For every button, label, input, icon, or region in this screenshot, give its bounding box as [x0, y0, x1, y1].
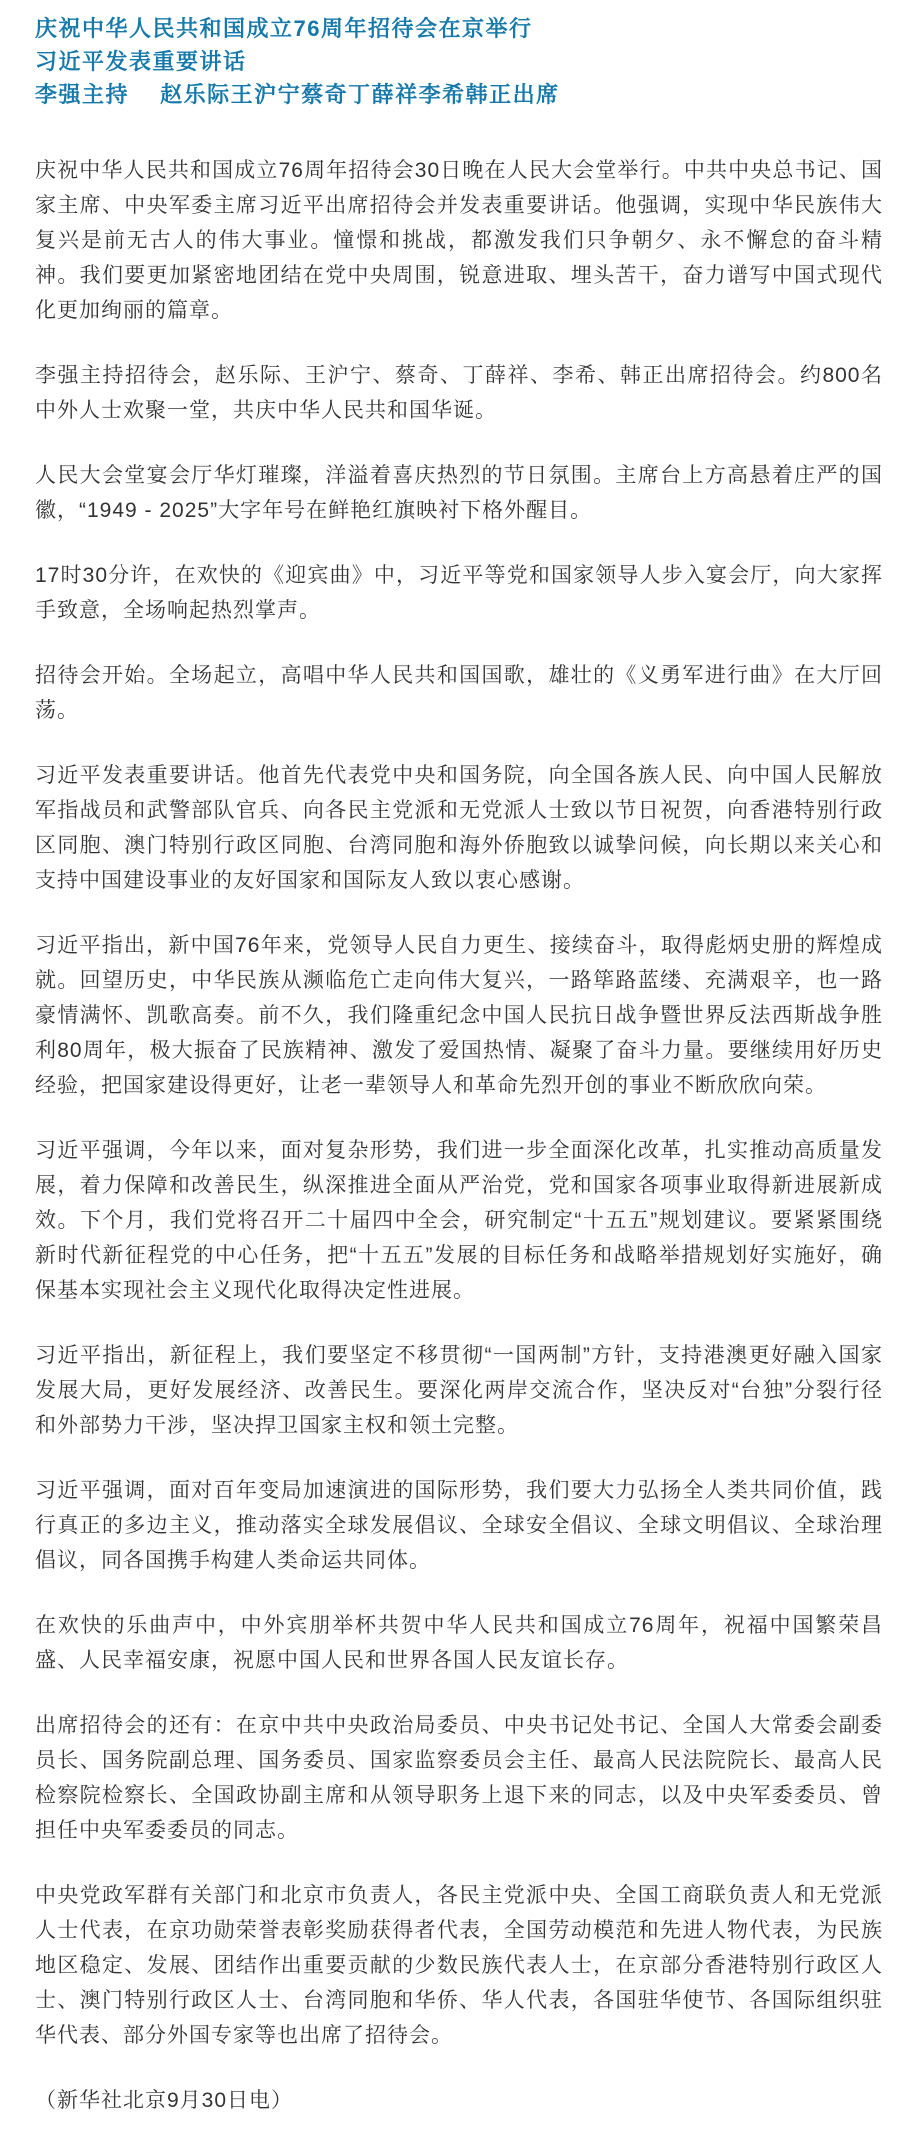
article-paragraph: 习近平指出，新征程上，我们要坚定不移贯彻“一国两制”方针，支持港澳更好融入国家发展大局，更好发展经济、改善民生。要深化两岸交流合作，坚决反对“台独”分裂行径和外部势力干涉，坚决捍卫国家主权和领土完整。 — [35, 1344, 883, 1437]
title-line-3: 李强主持 赵乐际王沪宁蔡奇丁薛祥李希韩正出席 — [35, 82, 560, 107]
article-paragraph: 出席招待会的还有：在京中共中央政治局委员、中央书记处书记、全国人大常委会副委员长、国务院副总理、国务委员、国家监察委员会主任、最高人民法院院长、最高人民检察院检察长、全国政协副主席和从领导职务上退下来的同志，以及中央军委委员、曾担任中央军委委员的同志。 — [35, 1714, 883, 1842]
article-paragraph: 中央党政军群有关部门和北京市负责人，各民主党派中央、全国工商联负责人和无党派人士代表，在京功勋荣誉表彰奖励获得者代表，全国劳动模范和先进人物代表，为民族地区稳定、发展、团结作出重要贡献的少数民族代表人士，在京部分香港特别行政区人士、澳门特别行政区人士、台湾同胞和华侨、华人代表，各国驻华使节、各国际组织驻华代表、部分外国专家等也出席了招待会。 — [35, 1884, 883, 2047]
article-header — [35, 12, 883, 111]
article-paragraph: 庆祝中华人民共和国成立76周年招待会30日晚在人民大会堂举行。中共中央总书记、国家主席、中央军委主席习近平出席招待会并发表重要讲话。他强调，实现中华民族伟大复兴是前无古人的伟大事业。憧憬和挑战，都激发我们只争朝夕、永不懈怠的奋斗精神。我们要更加紧密地团结在党中央周围，锐意进取、埋头苦干，奋力谱写中国式现代化更加绚丽的篇章。 — [35, 159, 883, 322]
article-paragraph: 人民大会堂宴会厅华灯璀璨，洋溢着喜庆热烈的节日氛围。主席台上方高悬着庄严的国徽，“1949 - 2025”大字年号在鲜艳红旗映衬下格外醒目。 — [35, 464, 883, 522]
article-paragraph: 招待会开始。全场起立，高唱中华人民共和国国歌，雄壮的《义勇军进行曲》在大厅回荡。 — [35, 664, 883, 722]
article-paragraph: 习近平强调，面对百年变局加速演进的国际形势，我们要大力弘扬全人类共同价值，践行真正的多边主义，推动落实全球发展倡议、全球安全倡议、全球文明倡议、全球治理倡议，同各国携手构建人类命运共同体。 — [35, 1479, 883, 1572]
title-line-1: 庆祝中华人民共和国成立76周年招待会在京举行 — [35, 16, 533, 41]
article-paragraph: 在欢快的乐曲声中，中外宾朋举杯共贺中华人民共和国成立76周年，祝福中国繁荣昌盛、人民幸福安康，祝愿中国人民和世界各国人民友谊长存。 — [35, 1614, 883, 1672]
article-body — [35, 153, 883, 2118]
article-paragraph: 李强主持招待会，赵乐际、王沪宁、蔡奇、丁薛祥、李希、韩正出席招待会。约800名中外人士欢聚一堂，共庆中华人民共和国华诞。 — [35, 364, 883, 422]
byline: （新华社北京9月30日电） — [35, 2089, 294, 2112]
title-line-2: 习近平发表重要讲话 — [35, 49, 247, 74]
article-paragraph: 习近平发表重要讲话。他首先代表党中央和国务院，向全国各族人民、向中国人民解放军指战员和武警部队官兵、向各民主党派和无党派人士致以节日祝贺，向香港特别行政区同胞、澳门特别行政区同胞、台湾同胞和海外侨胞致以诚挚问候，向长期以来关心和支持中国建设事业的友好国家和国际友人致以衷心感谢。 — [35, 764, 883, 892]
article-paragraph: 习近平强调，今年以来，面对复杂形势，我们进一步全面深化改革，扎实推动高质量发展，着力保障和改善民生，纵深推进全面从严治党，党和国家各项事业取得新进展新成效。下个月，我们党将召开二十届四中全会，研究制定“十五五”规划建议。要紧紧围绕新时代新征程党的中心任务，把“十五五”发展的目标任务和战略举措规划好实施好，确保基本实现社会主义现代化取得决定性进展。 — [35, 1139, 883, 1302]
article-paragraph: 17时30分许，在欢快的《迎宾曲》中，习近平等党和国家领导人步入宴会厅，向大家挥手致意，全场响起热烈掌声。 — [35, 564, 883, 622]
article-paragraph: 习近平指出，新中国76年来，党领导人民自力更生、接续奋斗，取得彪炳史册的辉煌成就。回望历史，中华民族从濒临危亡走向伟大复兴，一路筚路蓝缕、充满艰辛，也一路豪情满怀、凯歌高奏。前不久，我们隆重纪念中国人民抗日战争暨世界反法西斯战争胜利80周年，极大振奋了民族精神、激发了爱国热情、凝聚了奋斗力量。要继续用好历史经验，把国家建设得更好，让老一辈领导人和革命先烈开创的事业不断欣欣向荣。 — [35, 934, 883, 1097]
article-title — [35, 12, 883, 111]
